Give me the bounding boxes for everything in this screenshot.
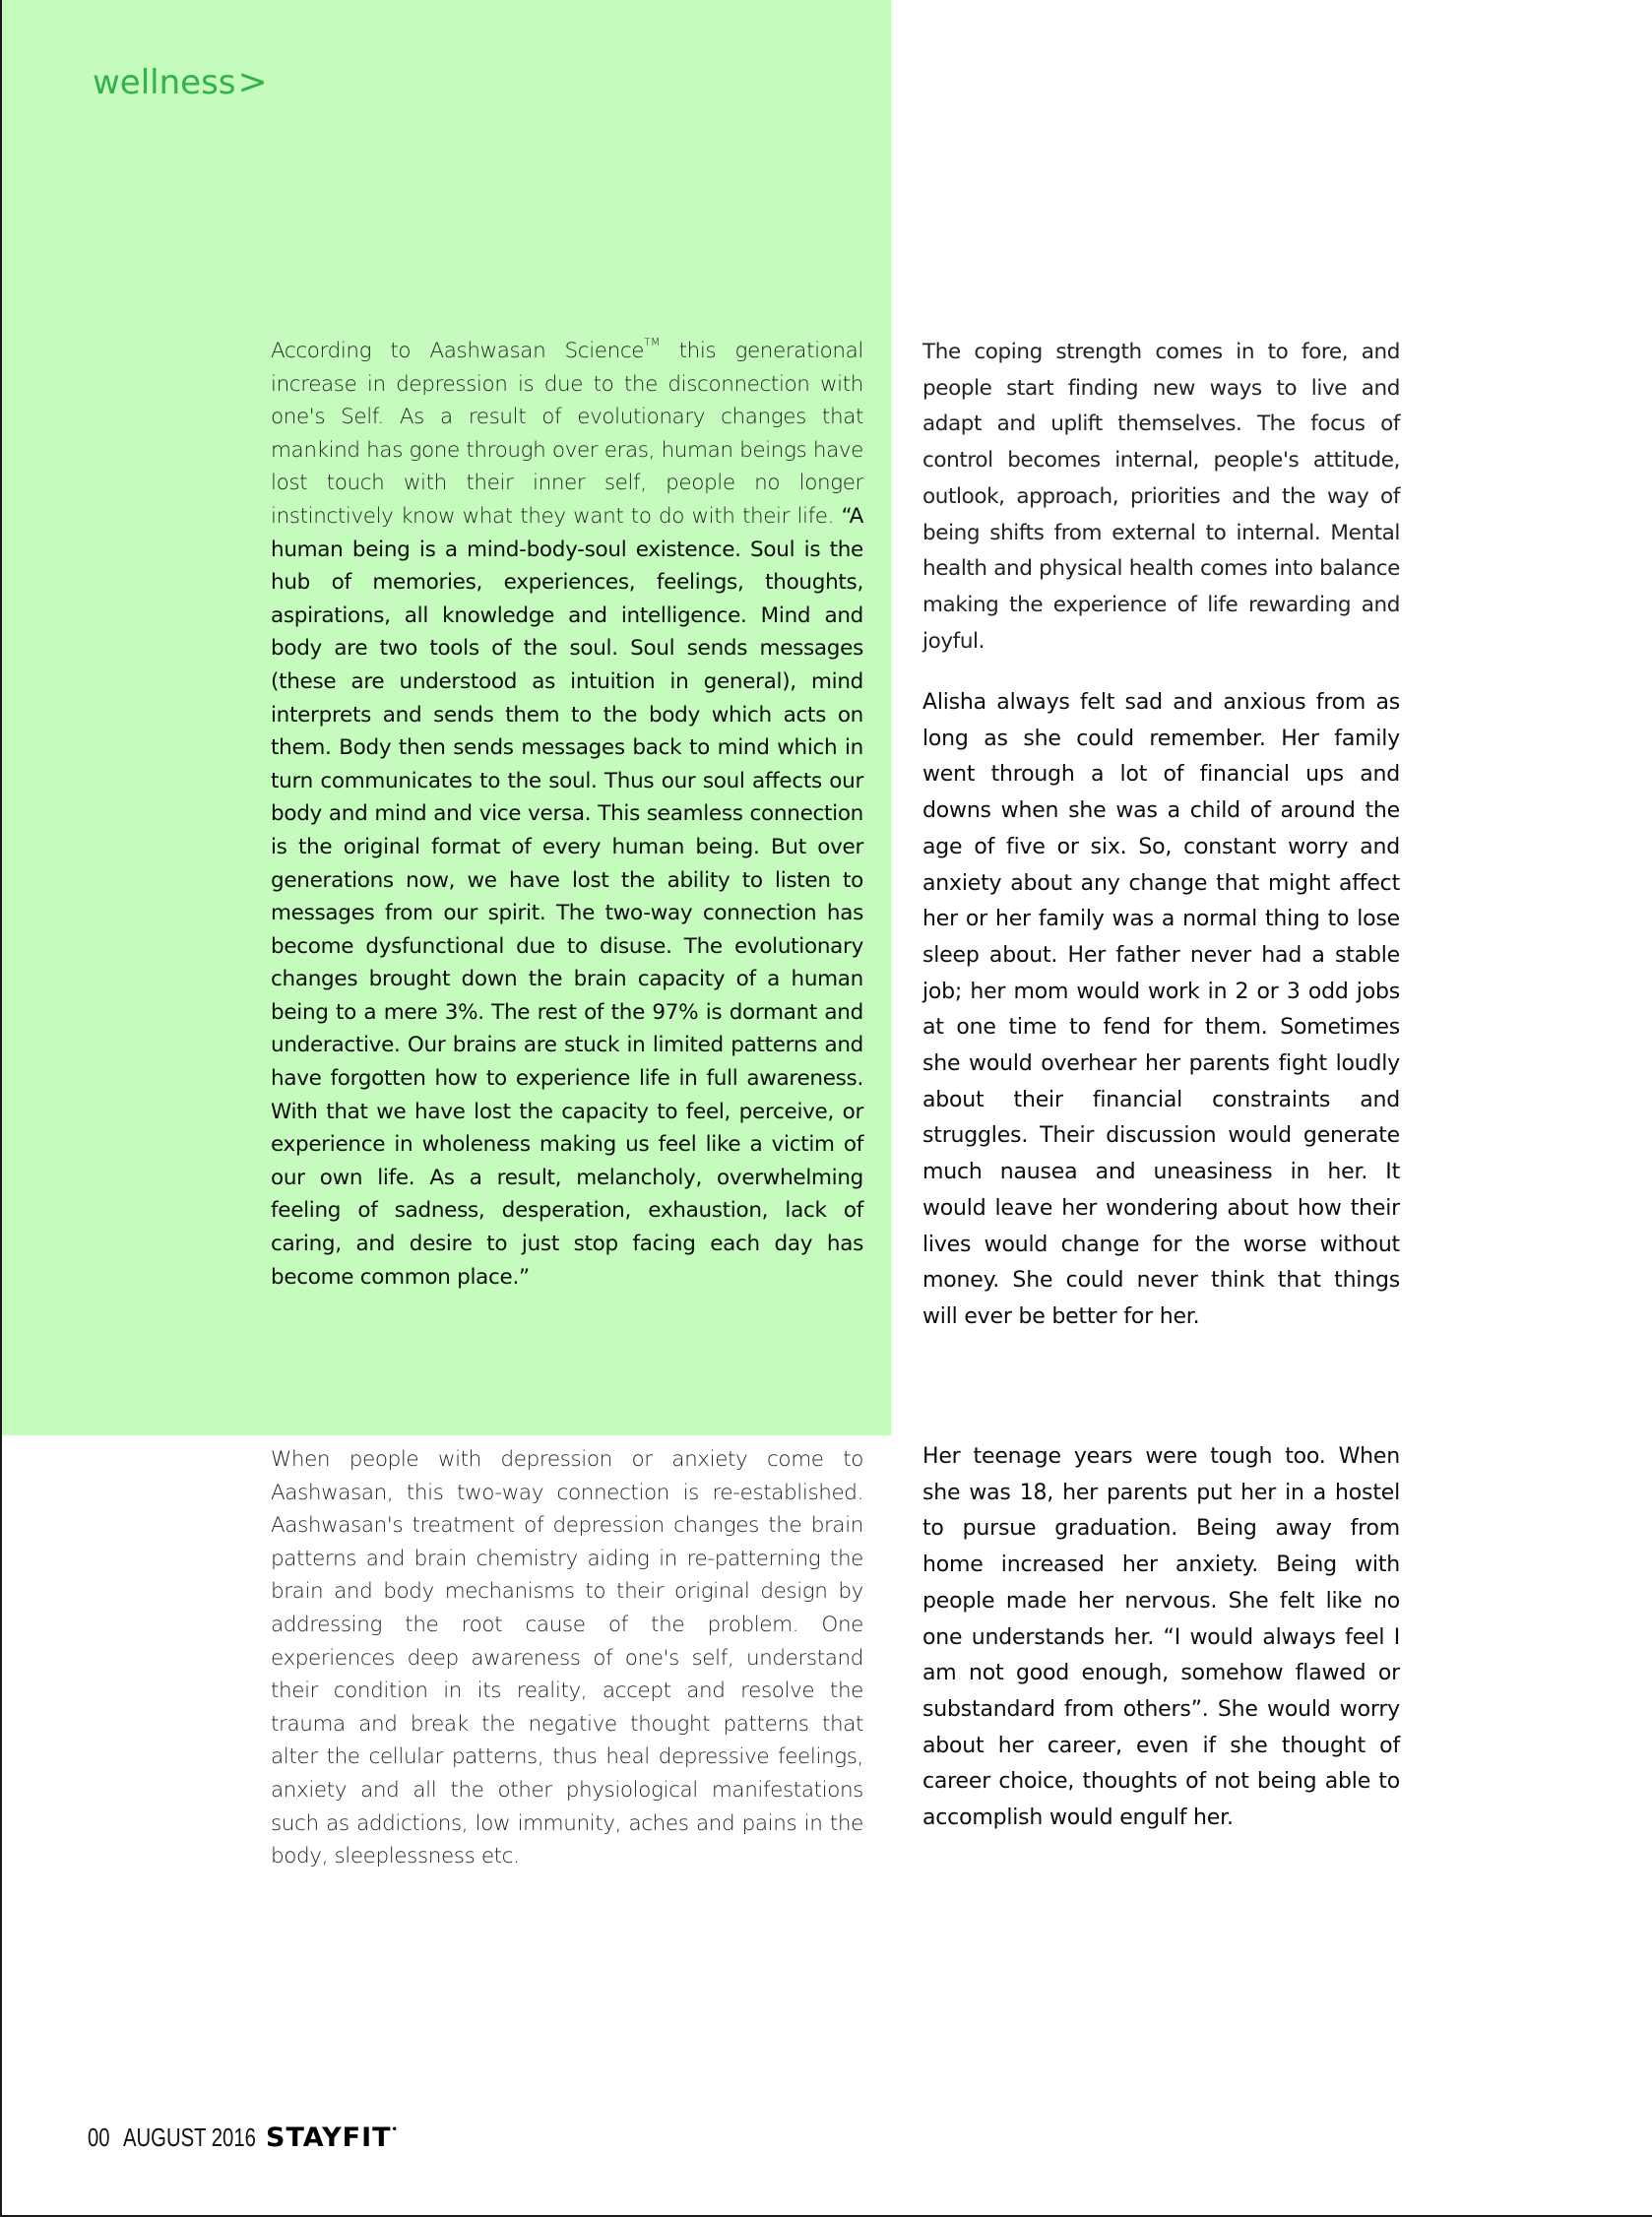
brand-name: STAYFIT: [266, 2122, 392, 2153]
alisha-teenage-paragraph: Her teenage years were tough too. When she was 18, her parents put her in a hostel to pursue graduation. Being away from home increased her anxiety. Being with people made her nervous. She felt like no one understands her. “I would always feel I am not good enough, somehow flawed or substandard from others”. She would worry about her career, even if she thought of career choice, thoughts of not being able to accomplish would engulf her.: [922, 1444, 1400, 1831]
left-column-lower: [271, 1443, 863, 1873]
trademark-mark: TM: [644, 336, 661, 348]
section-label-text: wellness: [93, 63, 236, 102]
brand-mark-icon: •: [391, 2124, 399, 2135]
pull-quote: “A human being is a mind-body-soul existence. Soul is the hub of memories, experiences, feelings, thoughts, aspirations, all knowledge and intelligence. Mind and body are two tools of the soul. Soul sends messages (these are understood as intuition in general), mind interprets and sends them to the body which acts on them. Body then sends messages back to mind which in turn communicates to the soul. Thus our soul affects our body and mind and vice versa. This seamless connection is the original format of every human being. But over generations now, we have lost the ability to listen to messages from our spirit. The two-way connection has become dysfunctional due to disuse. The evolutionary changes brought down the brain capacity of a human being to a mere 3%. The rest of the 97% is dormant and underactive. Our brains are stuck in limited patterns and have forgotten how to experience life in full awareness. With that we have lost the capacity to feel, perceive, or experience in wholeness making us feel like a victim of our own life. As a result, melancholy, overwhelming feeling of sadness, desperation, exhaustion, lack of caring, and desire to just stop facing each day has become common place.”: [271, 503, 863, 1290]
page-number: 00: [88, 2122, 110, 2152]
treatment-paragraph: When people with depression or anxiety come to Aashwasan, this two-way connection is re-established. Aashwasan's treatment of depression changes the brain patterns and brain chemistry aiding in re-patterning the brain and body mechanisms to their original design by addressing the root cause of the problem. One experiences deep awareness of one's self, understand their condition in its reality, accept and resolve the trauma and break the negative thought patterns that alter the cellular patterns, thus heal depressive feelings, anxiety and all the other physiological manifestations such as addictions, low immunity, aches and pains in the body, sleeplessness etc.: [271, 1447, 863, 1869]
left-column: [271, 335, 863, 1294]
right-column: [922, 335, 1400, 660]
page-footer: [88, 2122, 399, 2153]
intro-text-part2: this generational increase in depression is due to the disconnection with one's Self. As a result of evolutionary changes that mankind has gone through over eras, human beings have lost touch with their inner self, people no longer instinctively know what they want to do with their life.: [271, 339, 864, 529]
magazine-logo: [266, 2122, 399, 2153]
right-column-story: [922, 685, 1400, 1336]
section-label: [93, 62, 268, 102]
intro-text-part1: According to Aashwasan Science: [271, 339, 645, 363]
right-column-teen: [922, 1439, 1400, 1837]
chevron-right-icon: >: [237, 62, 268, 102]
alisha-childhood-paragraph: Alisha always felt sad and anxious from as long as she could remember. Her family went through a lot of financial ups and downs when she was a child of around the age of five or six. So, constant worry and anxiety about any change that might affect her or her family was a normal thing to lose sleep about. Her father never had a stable job; her mom would work in 2 or 3 odd jobs at one time to fend for them. Sometimes she would overhear her parents fight loudly about their financial constraints and struggles. Their discussion would generate much nausea and uneasiness in her. It would leave her wondering about how their lives would change for the worse without money. She could never think that things will ever be better for her.: [922, 690, 1400, 1329]
coping-paragraph: The coping strength comes in to fore, and people start finding new ways to live and adapt and uplift themselves. The focus of control becomes internal, people's attitude, outlook, approach, priorities and the way of being shifts from external to internal. Mental health and physical health comes into balance making the experience of life rewarding and joyful.: [922, 340, 1400, 654]
issue-date: AUGUST 2016: [123, 2122, 256, 2152]
intro-paragraph: [271, 335, 863, 1294]
